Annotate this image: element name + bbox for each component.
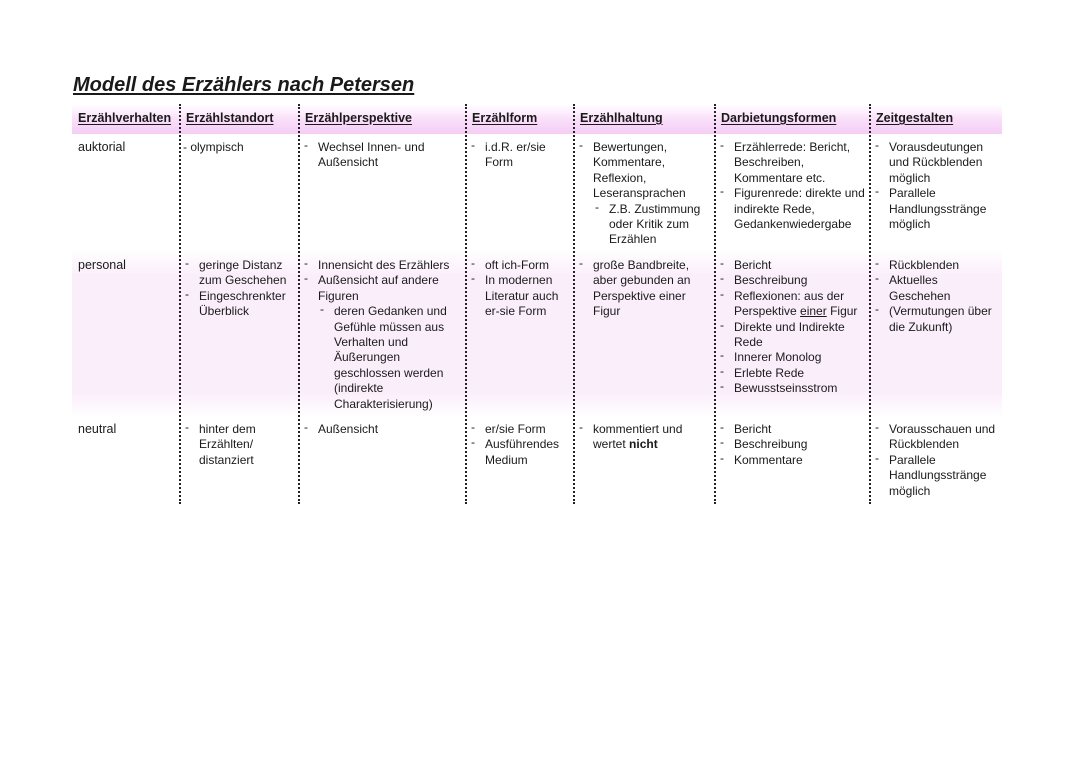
cell-auktorial-form [469,140,569,171]
cell-auktorial-zeit [873,140,997,232]
list-item-text: kommentiert und wertet [593,422,683,452]
cell-neutral-form [469,422,569,468]
list-item: - Erlebte Rede [718,366,864,381]
cell-neutral-standort [183,422,283,468]
list-item [718,289,864,320]
cell-neutral-haltung [577,422,707,453]
list-item-text: Bewertungen, Kommentare, Reflexion, Leseransprachen [593,140,686,201]
list-item: - Bewusstseinsstrom [718,381,864,396]
list-item: - Beschreibung [718,437,864,452]
list-item-text: Außensicht auf andere Figuren [318,273,439,303]
list-item: - Kommentare [718,453,864,468]
column-divider [869,104,871,504]
list-subitem: - Z.B. Zustimmung oder Kritik zum Erzählen [593,202,711,248]
column-divider [714,104,716,504]
cell-personal-darbietung [718,258,864,397]
list-item: - Rückblenden [873,258,997,273]
header-erzaehlverhalten: Erzählverhalten [78,111,172,125]
list-item: - (Vermutungen über die Zukunft) [873,304,997,335]
list-item: - Außensicht [302,422,452,437]
cell-auktorial-perspektive [302,140,452,171]
list-item: - Vorausdeutungen und Rückblenden möglich [873,140,997,186]
list-item: - Wechsel Innen- und Außensicht [302,140,452,171]
list-item-text: Reflexionen: aus der Perspektive [734,288,845,319]
list-item [577,140,711,248]
list-item: - In modernen Literatur auch er-sie Form [469,273,569,319]
list-item: - er/sie Form [469,422,569,437]
list-item: - Bericht [718,258,864,273]
list-item: - Figurenrede: direkte und indirekte Rede, Gedankenwiedergabe [718,186,866,232]
cell-auktorial-standort: - olympisch [183,140,244,154]
list-item: - Bericht [718,422,864,437]
cell-auktorial-haltung [577,140,711,248]
list-item: - Vorausschauen und Rückblenden [873,422,997,453]
header-erzaehlperspektive: Erzählperspektive [305,111,412,125]
list-item: - geringe Distanz zum Geschehen [183,258,295,289]
list-item [577,422,707,453]
cell-personal-perspektive [302,258,464,412]
row-label-neutral: neutral [78,422,117,436]
list-item: - i.d.R. er/sie Form [469,140,569,171]
column-divider [298,104,300,504]
list-item: - Innensicht des Erzählers [302,258,464,273]
list-item: - große Bandbreite, aber gebunden an Perspektive einer Figur [577,258,707,320]
header-erzaehlhaltung: Erzählhaltung [580,111,663,125]
list-item: - Parallele Handlungsstränge möglich [873,453,997,499]
list-item [302,273,464,412]
header-zeitgestalten: Zeitgestalten [876,111,954,125]
list-item: - Ausführendes Medium [469,437,569,468]
cell-neutral-darbietung [718,422,864,468]
list-item: - Direkte und Indirekte Rede [718,320,864,351]
list-item: - Parallele Handlungsstränge möglich [873,186,997,232]
page-title: Modell des Erzählers nach Petersen [73,74,415,96]
column-divider [465,104,467,504]
emphasis-text: einer [800,304,827,319]
list-item: - Eingeschrenkter Überblick [183,289,295,320]
cell-personal-haltung [577,258,707,320]
list-item: - Aktuelles Geschehen [873,273,997,304]
emphasis-text: nicht [629,437,658,452]
cell-personal-standort [183,258,295,320]
list-item: - Beschreibung [718,273,864,288]
row-label-auktorial: auktorial [78,140,126,154]
header-erzaehlform: Erzählform [472,111,538,125]
row-label-personal: personal [78,258,126,272]
column-divider [179,104,181,504]
cell-neutral-zeit [873,422,997,499]
list-item-text: Figur [830,304,858,319]
list-item: - Erzählerrede: Bericht, Beschreiben, Kommentare etc. [718,140,866,186]
column-divider [573,104,575,504]
header-erzaehlstandort: Erzählstandort [186,111,274,125]
cell-neutral-perspektive [302,422,452,437]
list-item: - oft ich-Form [469,258,569,273]
list-item: - Innerer Monolog [718,350,864,365]
cell-personal-form [469,258,569,320]
header-darbietungsformen: Darbietungsformen [721,111,837,125]
list-subitem: - deren Gedanken und Gefühle müssen aus Verhalten und Äußerungen geschlossen werden (indirekte Charakterisierung) [318,304,464,412]
list-item: - hinter dem Erzählten/ distanziert [183,422,283,468]
cell-personal-zeit [873,258,997,335]
cell-auktorial-darbietung [718,140,866,232]
